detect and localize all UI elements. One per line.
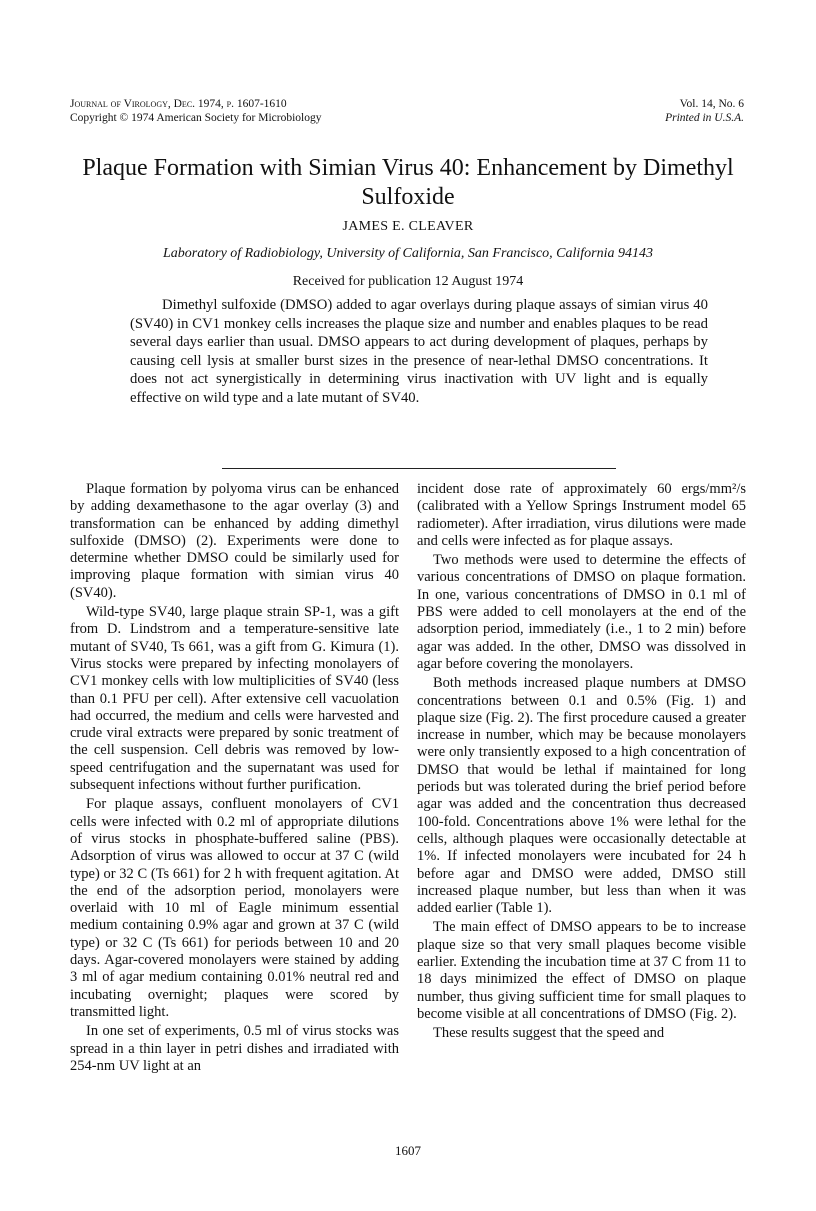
body-column-right — [417, 481, 746, 1045]
article-title: Plaque Formation with Simian Virus 40: Enhancement by Dimethyl Sulfoxide — [82, 155, 734, 210]
paragraph: The main effect of DMSO appears to be to increase plaque size so that very small plaques become visible earlier. Extending the incubation time at 37 C from 11 to 18 days minimized the effect of DMSO on plaque number, thus giving sufficient time for small plaques to become visible at all concentrations of DMSO (Fig. 2). — [417, 919, 746, 1022]
copyright-line: Copyright © 1974 American Society for Microbiology — [70, 111, 322, 124]
author-affiliation: Laboratory of Radiobiology, University of California, San Francisco, California 94143 — [163, 246, 653, 261]
paragraph-continued: incident dose rate of approximately 60 ergs/mm²/s (calibrated with a Yellow Springs Instrument model 65 radiometer). After irradiation, virus dilutions were made and cells were infected as for plaque assays. — [417, 481, 746, 549]
paragraph: For plaque assays, confluent monolayers of CV1 cells were infected with 0.2 ml of appropriate dilutions of virus stocks in phosphate-buffered saline (PBS). Adsorption of virus was allowed to occur at 37 C (wild type) or 32 C (Ts 661) for 2 h with frequent agitation. At the end of the adsorption period, monolayers were overlaid with 10 ml of Eagle minimum essential medium containing 0.9% agar and grown at 37 C (wild type) or 32 C (Ts 661) for periods between 10 and 20 days. Agar-covered monolayers were stained by adding 3 ml of agar medium containing 0.01% neutral red and incubating overnight; plaques were scored by transmitted light. — [70, 796, 399, 1020]
received-date: Received for publication 12 August 1974 — [292, 274, 524, 289]
volume-issue: Vol. 14, No. 6 — [679, 98, 744, 110]
running-header-right — [665, 98, 744, 125]
abstract-divider — [222, 468, 616, 469]
journal-citation: Journal of Virology, Dec. 1974, p. 1607-1610 — [70, 98, 287, 110]
author-name: JAMES E. CLEAVER — [342, 219, 474, 234]
paragraph: Both methods increased plaque numbers at DMSO concentrations between 0.1 and 0.5% (Fig. 1) and plaque size (Fig. 2). The first procedure caused a greater increase in number, which may be because monolayers were only transiently exposed to a high concentration of DMSO that would be lethal if maintained for long periods but was tolerated during the brief period before agar was added and the concentration thus decreased 100-fold. Concentrations above 1% were lethal for the cells, although plaques were occasionally detectable at 1%. If infected monolayers were incubated for 24 h before agar and DMSO were added, DMSO still increased plaque number, but less than when it was added earlier (Table 1). — [417, 675, 746, 917]
page-number: 1607 — [395, 1143, 421, 1158]
paragraph: Wild-type SV40, large plaque strain SP-1, was a gift from D. Lindstrom and a temperature-sensitive late mutant of SV40, Ts 661, was a gift from G. Kimura (1). Virus stocks were prepared by infecting monolayers of CV1 monkey cells with low multiplicities of SV40 (less than 0.1 PFU per cell). After extensive cell vacuolation had occurred, the medium and cells were harvested and crude viral extracts were prepared by sonic treatment of the cell suspension. Cell debris was removed by low-speed centrifugation and the supernatant was used for subsequent infections without further purification. — [70, 604, 399, 794]
paragraph: Plaque formation by polyoma virus can be enhanced by adding dexamethasone to the agar overlay (3) and transformation can be enhanced by adding dimethyl sulfoxide (DMSO) (2). Experiments were done to determine whether DMSO could be similarly used for improving plaque formation with simian virus 40 (SV40). — [70, 481, 399, 601]
paragraph: These results suggest that the speed and — [433, 1025, 665, 1042]
abstract: Dimethyl sulfoxide (DMSO) added to agar overlays during plaque assays of simian virus 40 (SV40) in CV1 monkey cells increases the plaque size and number and enables plaques to be read several days earlier than usual. DMSO appears to act during development of plaques, perhaps by causing cell lysis at smaller burst sizes in the presence of near-lethal DMSO concentrations. It does not act synergistically in determining virus inactivation with UV light and is equally effective on wild type and a late mutant of SV40. — [130, 297, 708, 406]
body-column-left — [70, 481, 399, 1077]
running-header-left — [70, 98, 321, 125]
printed-in: Printed in U.S.A. — [665, 111, 744, 124]
paragraph: In one set of experiments, 0.5 ml of virus stocks was spread in a thin layer in petri dishes and irradiated with 254-nm UV light at an — [70, 1023, 399, 1074]
paragraph: Two methods were used to determine the effects of various concentrations of DMSO on plaque formation. In one, various concentrations of DMSO in 0.1 ml of PBS were added to cell monolayers at the end of the adsorption period, immediately (i.e., 1 to 2 min) before agar was added. In the other, DMSO was dissolved in agar before covering the monolayers. — [417, 552, 746, 672]
